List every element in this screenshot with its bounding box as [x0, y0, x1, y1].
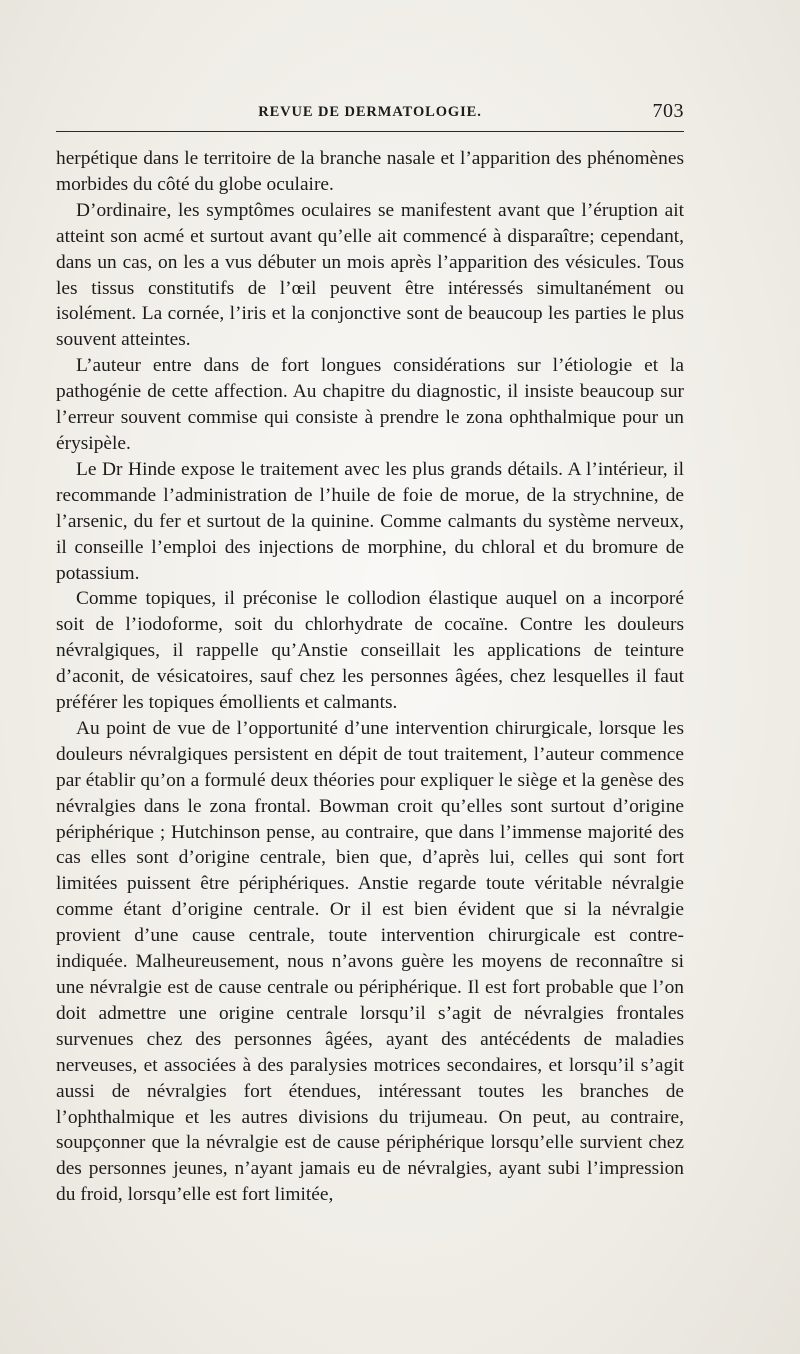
running-head — [56, 100, 684, 126]
page-number: 703 — [652, 100, 684, 122]
paragraph-1: herpétique dans le territoire de la branche nasale et l’apparition des phénomènes morbides du côté du globe oculaire. — [56, 148, 684, 195]
paragraph-5: Comme topiques, il préconise le collodion élastique auquel on a incorporé soit de l’iodoforme, soit du chlorhydrate de cocaïne. Contre les douleurs névralgiques, il rappelle qu’Anstie conseillait les applications de teinture d’aconit, de vésicatoires, sauf chez les personnes âgées, chez lesquelles il faut préférer les topiques émollients et calmants. — [56, 588, 684, 714]
running-title: REVUE DE DERMATOLOGIE. — [258, 104, 482, 120]
header-rule — [56, 131, 684, 132]
paragraph-4: Le Dr Hinde expose le traitement avec les plus grands détails. A l’intérieur, il recommande l’administration de l’huile de foie de morue, de la strychnine, de l’arsenic, du fer et surtout de la quinine. Comme calmants du système nerveux, il conseille l’emploi des injections de morphine, du chloral et du bromure de potassium. — [56, 458, 684, 584]
paragraph-2: D’ordinaire, les symptômes oculaires se manifestent avant que l’éruption ait atteint son acmé et surtout avant qu’elle ait commencé à disparaître; cependant, dans un cas, on les a vus débuter un mois après l’apparition des vésicules. Tous les tissus constitutifs de l’œil peuvent être intéressés simultanément ou isolément. La cornée, l’iris et la conjonctive sont de beaucoup les parties le plus souvent atteintes. — [56, 199, 684, 351]
paragraph-6: Au point de vue de l’opportunité d’une intervention chirurgicale, lorsque les douleurs névralgiques persistent en dépit de tout traitement, l’auteur commence par établir qu’on a formulé deux théories pour expliquer le siège et la genèse des névralgies dans le zona frontal. Bowman croit qu’elles sont surtout d’origine périphérique ; Hutchinson pense, au contraire, que dans l’immense majorité des cas elles sont d’origine centrale, bien que, d’après lui, celles qui sont fort limitées puissent être périphériques. Anstie regarde toute véritable névralgie comme étant d’origine centrale. Or il est bien évident que si la névralgie provient d’une cause centrale, toute intervention chirurgicale est contre-indiquée. Malheureusement, nous n’avons guère les moyens de reconnaître si une névralgie est de cause centrale ou périphérique. Il est fort probable que l’on doit admettre une origine centrale lorsqu’il s’agit de névralgies frontales survenues chez des personnes âgées, ayant des antécédents de maladies nerveuses, et associées à des paralysies motrices secondaires, et lorsqu’il s’agit aussi de névralgies fort étendues, intéressant toutes les branches de l’ophthalmique et les autres divisions du trijumeau. On peut, au contraire, soupçonner que la névralgie est de cause périphérique lorsqu’elle survient chez des personnes jeunes, n’ayant jamais eu de névralgies, ayant subi l’impression du froid, lorsqu’elle est fort limitée, — [56, 717, 684, 1206]
body-text — [56, 146, 684, 1208]
paragraph-3: L’auteur entre dans de fort longues considérations sur l’étiologie et la pathogénie de cette affection. Au chapitre du diagnostic, il insiste beaucoup sur l’erreur souvent commise qui consiste à prendre le zona ophthalmique pour un érysipèle. — [56, 355, 684, 454]
